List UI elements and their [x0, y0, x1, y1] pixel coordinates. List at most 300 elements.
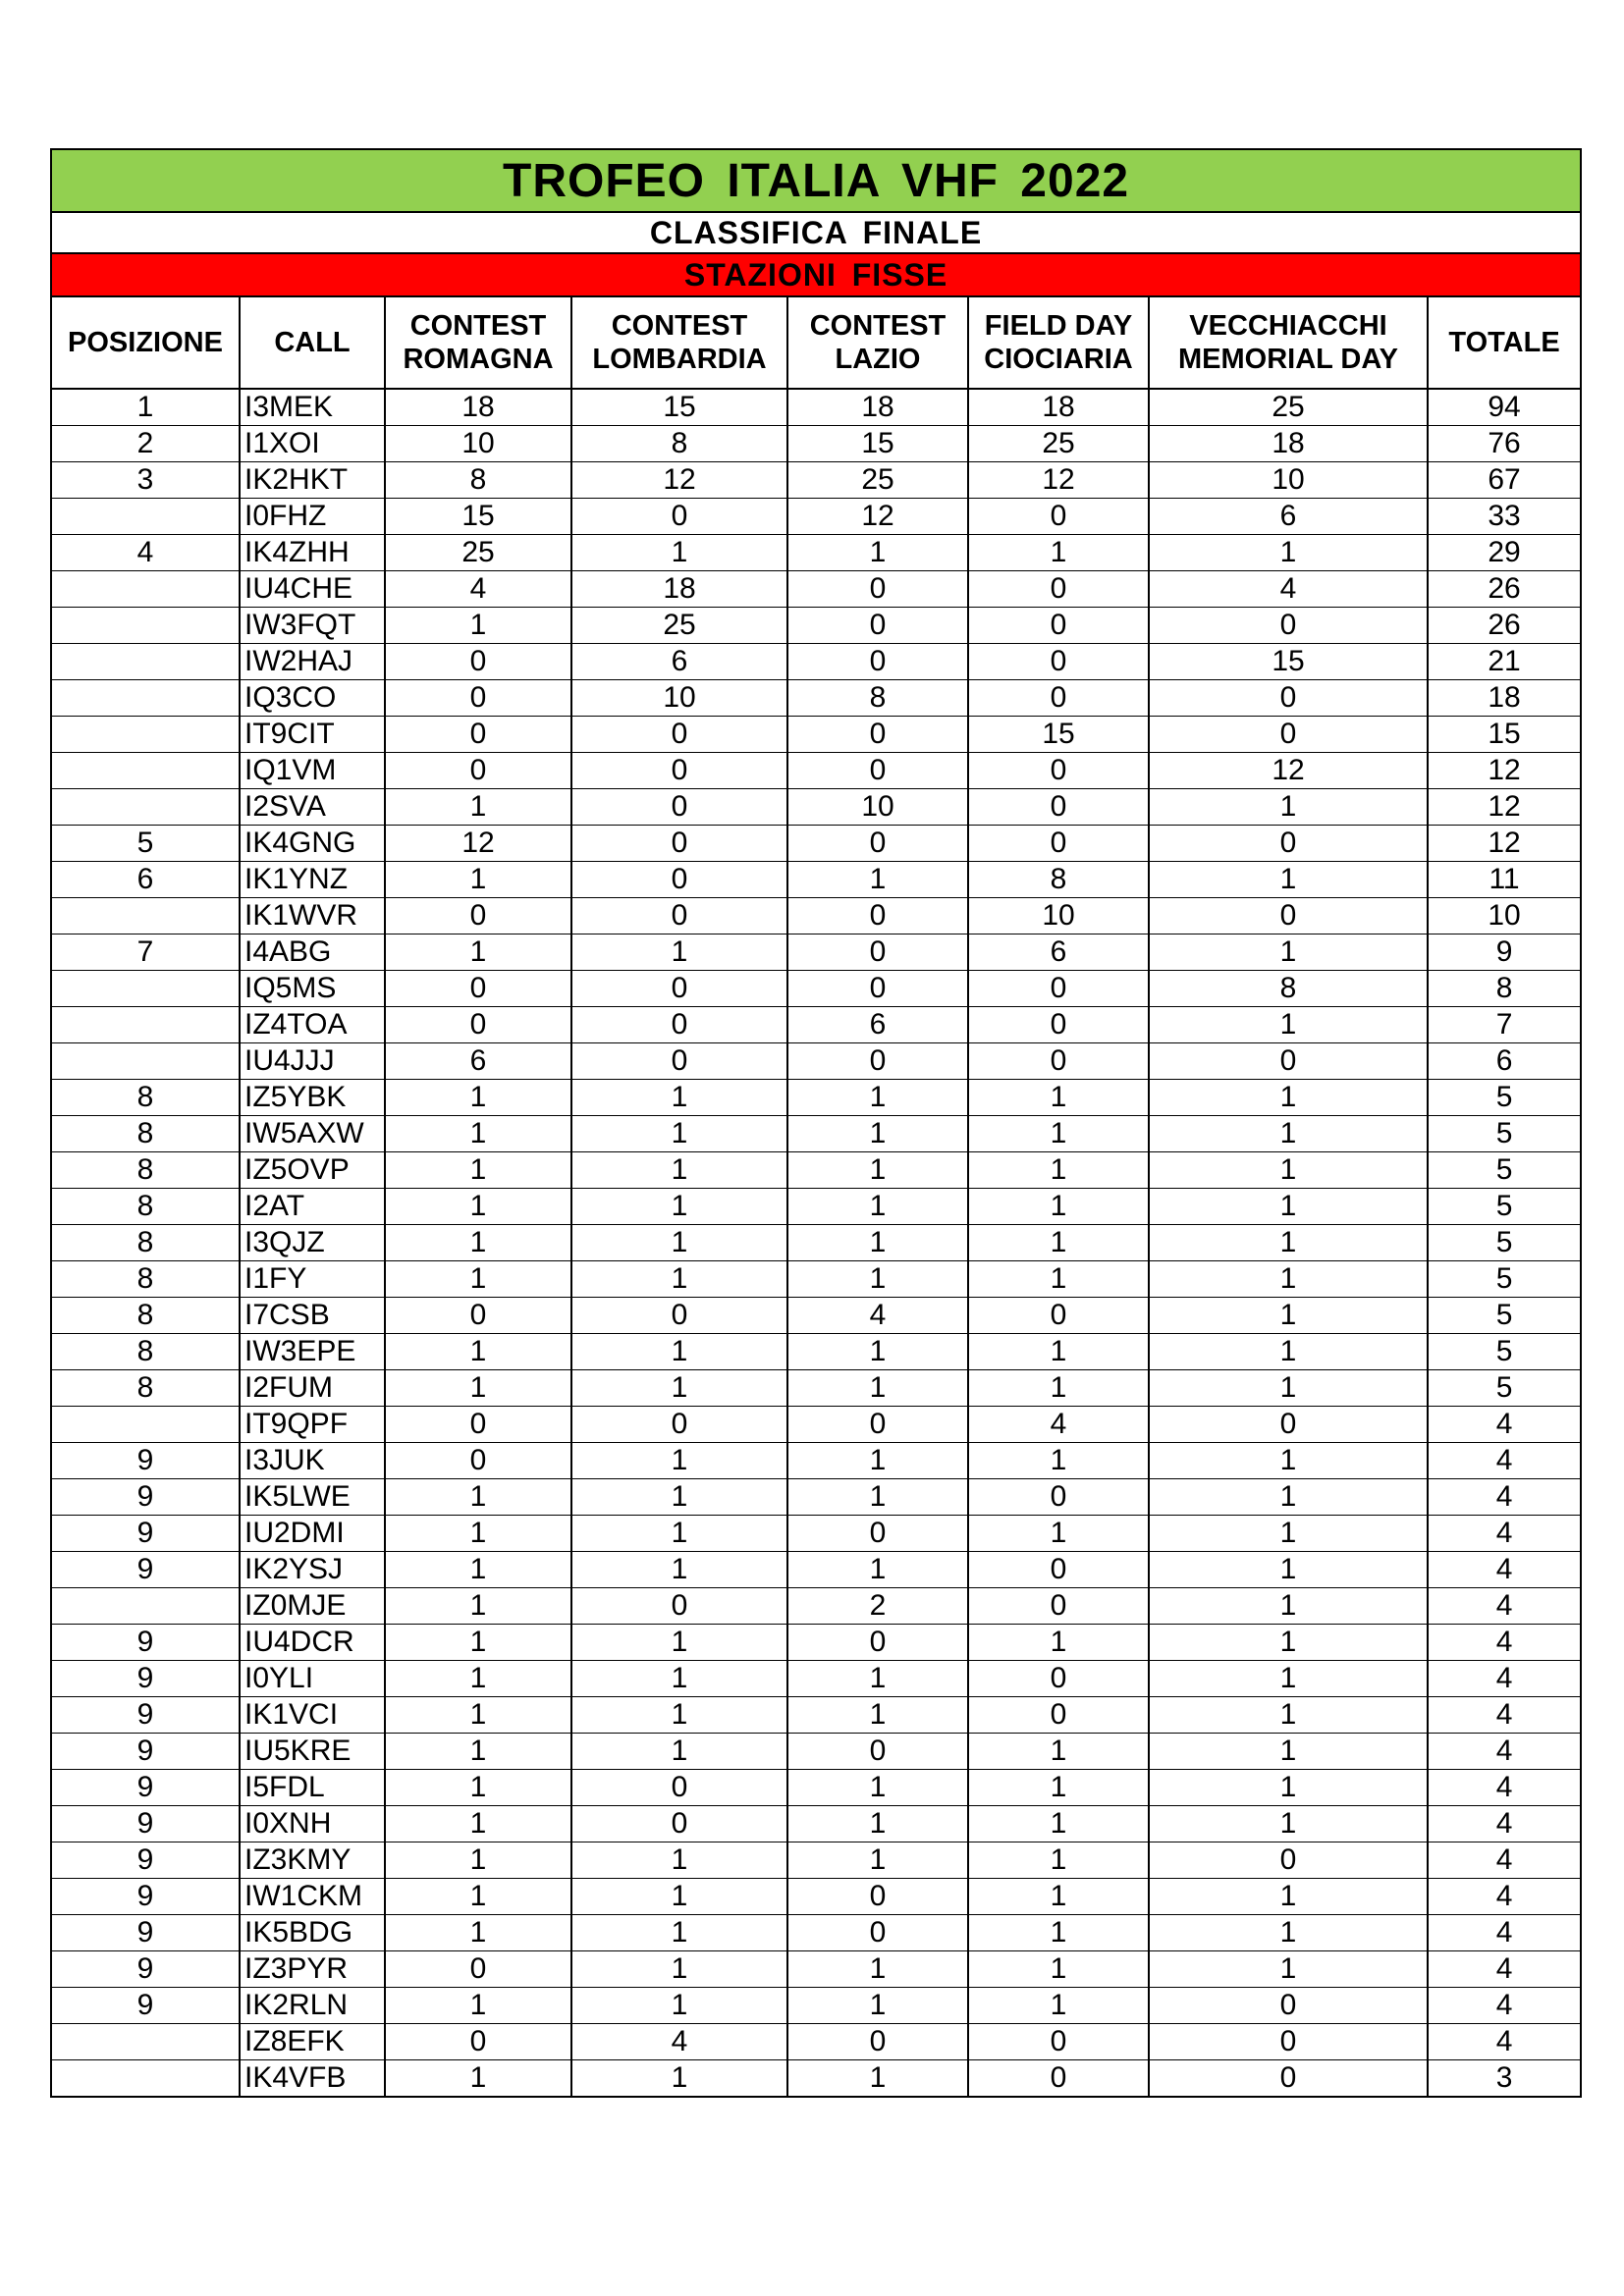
- cell-vecchiacchi-memorial-day: 1: [1149, 1697, 1428, 1734]
- cell-contest-lazio: 1: [787, 1770, 968, 1806]
- cell-position: [51, 789, 240, 826]
- cell-field-day-ciociaria: 0: [968, 826, 1149, 862]
- cell-call: IU5KRE: [240, 1734, 385, 1770]
- cell-contest-romagna: 1: [385, 1988, 571, 2024]
- table-row: [51, 717, 1581, 753]
- cell-position: [51, 753, 240, 789]
- cell-vecchiacchi-memorial-day: 1: [1149, 1806, 1428, 1842]
- cell-contest-lombardia: 1: [571, 2060, 787, 2098]
- cell-field-day-ciociaria: 1: [968, 1261, 1149, 1298]
- cell-position: [51, 1407, 240, 1443]
- cell-call: IW3FQT: [240, 608, 385, 644]
- cell-vecchiacchi-memorial-day: 1: [1149, 1334, 1428, 1370]
- cell-field-day-ciociaria: 1: [968, 1152, 1149, 1189]
- section-header-fixed-stations: STAZIONI FISSE: [51, 253, 1581, 296]
- cell-contest-lazio: 1: [787, 1806, 968, 1842]
- cell-contest-lazio: 0: [787, 1879, 968, 1915]
- cell-contest-lombardia: 0: [571, 1007, 787, 1043]
- cell-vecchiacchi-memorial-day: 1: [1149, 535, 1428, 571]
- cell-field-day-ciociaria: 25: [968, 426, 1149, 462]
- cell-contest-lombardia: 1: [571, 1988, 787, 2024]
- cell-call: IZ0MJE: [240, 1588, 385, 1625]
- cell-position: [51, 499, 240, 535]
- column-header-position: [51, 296, 240, 389]
- cell-call: IU4DCR: [240, 1625, 385, 1661]
- cell-position: 8: [51, 1225, 240, 1261]
- table-row: [51, 1806, 1581, 1842]
- cell-vecchiacchi-memorial-day: 0: [1149, 2024, 1428, 2060]
- cell-position: [51, 2060, 240, 2098]
- cell-call: IK2HKT: [240, 462, 385, 499]
- cell-call: IQ3CO: [240, 680, 385, 717]
- cell-field-day-ciociaria: 8: [968, 862, 1149, 898]
- cell-vecchiacchi-memorial-day: 12: [1149, 753, 1428, 789]
- cell-position: 9: [51, 1516, 240, 1552]
- cell-call: I3MEK: [240, 389, 385, 426]
- cell-contest-lazio: 1: [787, 1842, 968, 1879]
- table-row: [51, 608, 1581, 644]
- cell-field-day-ciociaria: 1: [968, 535, 1149, 571]
- cell-position: 8: [51, 1370, 240, 1407]
- cell-call: IK4GNG: [240, 826, 385, 862]
- cell-position: 9: [51, 1770, 240, 1806]
- cell-total: 4: [1428, 1770, 1581, 1806]
- cell-total: 29: [1428, 535, 1581, 571]
- column-header-label: LOMBARDIA: [592, 344, 767, 375]
- ranking-table: [50, 148, 1582, 2098]
- cell-position: 9: [51, 1842, 240, 1879]
- cell-total: 12: [1428, 826, 1581, 862]
- table-row: [51, 1370, 1581, 1407]
- cell-contest-lombardia: 1: [571, 1552, 787, 1588]
- cell-vecchiacchi-memorial-day: 1: [1149, 1152, 1428, 1189]
- ranking-subtitle: CLASSIFICA FINALE: [51, 212, 1581, 253]
- cell-contest-lazio: 0: [787, 898, 968, 934]
- cell-vecchiacchi-memorial-day: 1: [1149, 1080, 1428, 1116]
- cell-vecchiacchi-memorial-day: 1: [1149, 1007, 1428, 1043]
- cell-field-day-ciociaria: 0: [968, 753, 1149, 789]
- column-header-contest-romagna: [385, 296, 571, 389]
- cell-contest-lazio: 0: [787, 1625, 968, 1661]
- cell-field-day-ciociaria: 0: [968, 680, 1149, 717]
- table-row: [51, 1443, 1581, 1479]
- cell-contest-romagna: 1: [385, 934, 571, 971]
- cell-call: I3JUK: [240, 1443, 385, 1479]
- cell-contest-romagna: 0: [385, 898, 571, 934]
- column-header-label: CONTEST: [409, 310, 547, 342]
- cell-contest-romagna: 1: [385, 1879, 571, 1915]
- column-header-label: ROMAGNA: [403, 344, 554, 375]
- cell-field-day-ciociaria: 0: [968, 971, 1149, 1007]
- cell-contest-lazio: 1: [787, 1661, 968, 1697]
- cell-total: 5: [1428, 1116, 1581, 1152]
- table-row: [51, 1479, 1581, 1516]
- cell-total: 5: [1428, 1225, 1581, 1261]
- cell-contest-lombardia: 1: [571, 1370, 787, 1407]
- cell-contest-lazio: 1: [787, 1334, 968, 1370]
- cell-field-day-ciociaria: 1: [968, 1516, 1149, 1552]
- cell-contest-lombardia: 1: [571, 535, 787, 571]
- column-header-label: LAZIO: [835, 344, 921, 375]
- cell-position: 8: [51, 1189, 240, 1225]
- cell-position: 7: [51, 934, 240, 971]
- cell-contest-lombardia: 0: [571, 826, 787, 862]
- cell-vecchiacchi-memorial-day: 1: [1149, 934, 1428, 971]
- cell-field-day-ciociaria: 1: [968, 1770, 1149, 1806]
- cell-field-day-ciociaria: 1: [968, 1334, 1149, 1370]
- cell-contest-romagna: 1: [385, 1225, 571, 1261]
- table-row: [51, 1770, 1581, 1806]
- cell-vecchiacchi-memorial-day: 0: [1149, 1988, 1428, 2024]
- cell-total: 11: [1428, 862, 1581, 898]
- cell-contest-lombardia: 10: [571, 680, 787, 717]
- table-row: [51, 898, 1581, 934]
- cell-contest-lombardia: 0: [571, 753, 787, 789]
- cell-call: I2AT: [240, 1189, 385, 1225]
- cell-total: 5: [1428, 1261, 1581, 1298]
- table-row: [51, 1043, 1581, 1080]
- cell-contest-romagna: 1: [385, 1625, 571, 1661]
- cell-call: IK1WVR: [240, 898, 385, 934]
- cell-field-day-ciociaria: 0: [968, 1007, 1149, 1043]
- cell-field-day-ciociaria: 1: [968, 1443, 1149, 1479]
- cell-call: IZ4TOA: [240, 1007, 385, 1043]
- table-row: [51, 644, 1581, 680]
- column-header-label: FIELD DAY: [984, 310, 1133, 342]
- cell-vecchiacchi-memorial-day: 1: [1149, 1625, 1428, 1661]
- cell-total: 15: [1428, 717, 1581, 753]
- cell-position: 6: [51, 862, 240, 898]
- table-row: [51, 1552, 1581, 1588]
- cell-vecchiacchi-memorial-day: 1: [1149, 1951, 1428, 1988]
- cell-call: IK5BDG: [240, 1915, 385, 1951]
- table-row: [51, 389, 1581, 426]
- cell-call: IW2HAJ: [240, 644, 385, 680]
- table-row: [51, 571, 1581, 608]
- cell-call: I2SVA: [240, 789, 385, 826]
- table-row: [51, 1842, 1581, 1879]
- cell-contest-lazio: 8: [787, 680, 968, 717]
- cell-contest-lombardia: 1: [571, 934, 787, 971]
- cell-call: IW1CKM: [240, 1879, 385, 1915]
- cell-field-day-ciociaria: 0: [968, 608, 1149, 644]
- table-row: [51, 2060, 1581, 2098]
- cell-contest-lazio: 1: [787, 1189, 968, 1225]
- cell-field-day-ciociaria: 1: [968, 1080, 1149, 1116]
- cell-contest-lombardia: 15: [571, 389, 787, 426]
- cell-contest-romagna: 12: [385, 826, 571, 862]
- cell-position: 9: [51, 1734, 240, 1770]
- cell-total: 33: [1428, 499, 1581, 535]
- cell-total: 4: [1428, 1734, 1581, 1770]
- cell-contest-romagna: 0: [385, 1298, 571, 1334]
- cell-call: IK1YNZ: [240, 862, 385, 898]
- table-row: [51, 1915, 1581, 1951]
- cell-total: 76: [1428, 426, 1581, 462]
- cell-vecchiacchi-memorial-day: 0: [1149, 1407, 1428, 1443]
- cell-position: 8: [51, 1152, 240, 1189]
- cell-contest-romagna: 0: [385, 1951, 571, 1988]
- table-row: [51, 1116, 1581, 1152]
- cell-position: 4: [51, 535, 240, 571]
- cell-contest-romagna: 1: [385, 862, 571, 898]
- page-title: TROFEO ITALIA VHF 2022: [51, 149, 1581, 212]
- cell-contest-lazio: 18: [787, 389, 968, 426]
- column-header-label: CALL: [274, 327, 351, 358]
- cell-contest-lombardia: 0: [571, 499, 787, 535]
- cell-contest-lombardia: 12: [571, 462, 787, 499]
- table-row: [51, 1080, 1581, 1116]
- cell-contest-lombardia: 0: [571, 971, 787, 1007]
- cell-total: 10: [1428, 898, 1581, 934]
- cell-contest-lazio: 1: [787, 535, 968, 571]
- cell-contest-lazio: 1: [787, 862, 968, 898]
- cell-contest-romagna: 10: [385, 426, 571, 462]
- cell-contest-lombardia: 8: [571, 426, 787, 462]
- column-header-label: MEMORIAL DAY: [1178, 344, 1398, 375]
- cell-call: IT9CIT: [240, 717, 385, 753]
- cell-contest-romagna: 4: [385, 571, 571, 608]
- cell-position: 9: [51, 1879, 240, 1915]
- cell-call: IQ1VM: [240, 753, 385, 789]
- cell-vecchiacchi-memorial-day: 1: [1149, 1370, 1428, 1407]
- cell-total: 4: [1428, 1661, 1581, 1697]
- table-row: [51, 753, 1581, 789]
- table-row: [51, 789, 1581, 826]
- cell-contest-romagna: 6: [385, 1043, 571, 1080]
- cell-contest-romagna: 1: [385, 608, 571, 644]
- cell-contest-lazio: 1: [787, 1261, 968, 1298]
- cell-call: IU4JJJ: [240, 1043, 385, 1080]
- cell-contest-lazio: 0: [787, 1915, 968, 1951]
- cell-contest-romagna: 1: [385, 1080, 571, 1116]
- cell-total: 18: [1428, 680, 1581, 717]
- cell-contest-lazio: 15: [787, 426, 968, 462]
- cell-vecchiacchi-memorial-day: 1: [1149, 1915, 1428, 1951]
- cell-vecchiacchi-memorial-day: 1: [1149, 1225, 1428, 1261]
- column-header-row: [51, 296, 1581, 389]
- cell-position: 5: [51, 826, 240, 862]
- cell-vecchiacchi-memorial-day: 1: [1149, 1516, 1428, 1552]
- cell-total: 5: [1428, 1189, 1581, 1225]
- cell-field-day-ciociaria: 0: [968, 789, 1149, 826]
- table-row: [51, 1007, 1581, 1043]
- cell-position: 9: [51, 1915, 240, 1951]
- cell-field-day-ciociaria: 1: [968, 1116, 1149, 1152]
- cell-vecchiacchi-memorial-day: 1: [1149, 1443, 1428, 1479]
- cell-contest-romagna: 1: [385, 1552, 571, 1588]
- cell-position: 3: [51, 462, 240, 499]
- table-row: [51, 1951, 1581, 1988]
- cell-contest-lombardia: 25: [571, 608, 787, 644]
- cell-call: I0XNH: [240, 1806, 385, 1842]
- cell-contest-lombardia: 18: [571, 571, 787, 608]
- cell-vecchiacchi-memorial-day: 1: [1149, 1770, 1428, 1806]
- cell-position: 8: [51, 1080, 240, 1116]
- cell-field-day-ciociaria: 0: [968, 2060, 1149, 2098]
- cell-position: 9: [51, 1988, 240, 2024]
- cell-call: IK1VCI: [240, 1697, 385, 1734]
- cell-contest-lombardia: 1: [571, 1951, 787, 1988]
- cell-position: 9: [51, 1625, 240, 1661]
- cell-field-day-ciociaria: 0: [968, 644, 1149, 680]
- cell-contest-lombardia: 1: [571, 1189, 787, 1225]
- cell-contest-lazio: 6: [787, 1007, 968, 1043]
- cell-call: I4ABG: [240, 934, 385, 971]
- cell-contest-romagna: 1: [385, 1806, 571, 1842]
- cell-call: IQ5MS: [240, 971, 385, 1007]
- table-row: [51, 2024, 1581, 2060]
- cell-contest-lazio: 1: [787, 1225, 968, 1261]
- cell-call: IZ3KMY: [240, 1842, 385, 1879]
- cell-call: I0FHZ: [240, 499, 385, 535]
- cell-total: 4: [1428, 1407, 1581, 1443]
- cell-position: 8: [51, 1334, 240, 1370]
- cell-contest-lombardia: 0: [571, 1806, 787, 1842]
- column-header-label: TOTALE: [1448, 327, 1560, 358]
- table-row: [51, 535, 1581, 571]
- cell-contest-lombardia: 0: [571, 789, 787, 826]
- cell-position: [51, 1007, 240, 1043]
- cell-contest-lazio: 4: [787, 1298, 968, 1334]
- cell-total: 4: [1428, 1443, 1581, 1479]
- cell-field-day-ciociaria: 1: [968, 1951, 1149, 1988]
- cell-position: [51, 608, 240, 644]
- cell-field-day-ciociaria: 1: [968, 1988, 1149, 2024]
- cell-contest-romagna: 1: [385, 1915, 571, 1951]
- cell-vecchiacchi-memorial-day: 1: [1149, 1552, 1428, 1588]
- cell-vecchiacchi-memorial-day: 0: [1149, 717, 1428, 753]
- cell-contest-lombardia: 0: [571, 717, 787, 753]
- cell-vecchiacchi-memorial-day: 8: [1149, 971, 1428, 1007]
- cell-contest-lombardia: 0: [571, 898, 787, 934]
- cell-contest-romagna: 0: [385, 644, 571, 680]
- cell-field-day-ciociaria: 10: [968, 898, 1149, 934]
- cell-vecchiacchi-memorial-day: 1: [1149, 1734, 1428, 1770]
- cell-total: 4: [1428, 1588, 1581, 1625]
- cell-call: IT9QPF: [240, 1407, 385, 1443]
- cell-contest-romagna: 0: [385, 2024, 571, 2060]
- cell-contest-lazio: 1: [787, 1479, 968, 1516]
- cell-contest-lazio: 1: [787, 1080, 968, 1116]
- cell-call: IW3EPE: [240, 1334, 385, 1370]
- cell-contest-lazio: 0: [787, 1516, 968, 1552]
- cell-contest-romagna: 0: [385, 680, 571, 717]
- cell-vecchiacchi-memorial-day: 1: [1149, 1479, 1428, 1516]
- table-row: [51, 1261, 1581, 1298]
- cell-contest-lazio: 0: [787, 644, 968, 680]
- cell-contest-romagna: 1: [385, 1661, 571, 1697]
- table-row: [51, 934, 1581, 971]
- cell-total: 5: [1428, 1080, 1581, 1116]
- table-row: [51, 971, 1581, 1007]
- cell-field-day-ciociaria: 18: [968, 389, 1149, 426]
- cell-vecchiacchi-memorial-day: 1: [1149, 789, 1428, 826]
- table-row: [51, 426, 1581, 462]
- cell-field-day-ciociaria: 0: [968, 499, 1149, 535]
- cell-position: 9: [51, 1806, 240, 1842]
- table-row: [51, 1625, 1581, 1661]
- column-header-label: CONTEST: [611, 310, 748, 342]
- cell-contest-lombardia: 0: [571, 1043, 787, 1080]
- cell-position: 1: [51, 389, 240, 426]
- cell-contest-romagna: 1: [385, 1734, 571, 1770]
- cell-vecchiacchi-memorial-day: 1: [1149, 1116, 1428, 1152]
- ranking-table-body: [51, 389, 1581, 2097]
- cell-contest-lazio: 25: [787, 462, 968, 499]
- cell-vecchiacchi-memorial-day: 1: [1149, 1588, 1428, 1625]
- table-row: [51, 1734, 1581, 1770]
- cell-vecchiacchi-memorial-day: 18: [1149, 426, 1428, 462]
- cell-vecchiacchi-memorial-day: 0: [1149, 680, 1428, 717]
- cell-total: 4: [1428, 1806, 1581, 1842]
- cell-call: I7CSB: [240, 1298, 385, 1334]
- cell-contest-lombardia: 0: [571, 1588, 787, 1625]
- cell-total: 7: [1428, 1007, 1581, 1043]
- cell-contest-lazio: 1: [787, 1988, 968, 2024]
- cell-vecchiacchi-memorial-day: 1: [1149, 1879, 1428, 1915]
- cell-vecchiacchi-memorial-day: 0: [1149, 1842, 1428, 1879]
- cell-contest-romagna: 1: [385, 1842, 571, 1879]
- cell-position: 8: [51, 1298, 240, 1334]
- cell-contest-romagna: 1: [385, 1479, 571, 1516]
- cell-total: 5: [1428, 1334, 1581, 1370]
- cell-field-day-ciociaria: 6: [968, 934, 1149, 971]
- cell-call: IZ5YBK: [240, 1080, 385, 1116]
- cell-contest-romagna: 1: [385, 1116, 571, 1152]
- cell-call: I0YLI: [240, 1661, 385, 1697]
- cell-total: 3: [1428, 2060, 1581, 2098]
- cell-call: IZ3PYR: [240, 1951, 385, 1988]
- cell-field-day-ciociaria: 1: [968, 1225, 1149, 1261]
- cell-total: 4: [1428, 1988, 1581, 2024]
- cell-total: 5: [1428, 1370, 1581, 1407]
- cell-contest-lombardia: 1: [571, 1479, 787, 1516]
- column-header-vecchiacchi-memorial-day: [1149, 296, 1428, 389]
- cell-field-day-ciociaria: 0: [968, 1479, 1149, 1516]
- cell-contest-lombardia: 1: [571, 1625, 787, 1661]
- cell-contest-romagna: 0: [385, 1407, 571, 1443]
- cell-contest-lazio: 0: [787, 2024, 968, 2060]
- cell-contest-lazio: 1: [787, 2060, 968, 2098]
- cell-position: [51, 644, 240, 680]
- cell-contest-romagna: 1: [385, 789, 571, 826]
- cell-contest-romagna: 1: [385, 1261, 571, 1298]
- cell-position: 8: [51, 1116, 240, 1152]
- column-header-field-day-ciociaria: [968, 296, 1149, 389]
- cell-field-day-ciociaria: 1: [968, 1806, 1149, 1842]
- table-row: [51, 1988, 1581, 2024]
- cell-total: 4: [1428, 1842, 1581, 1879]
- cell-call: IK5LWE: [240, 1479, 385, 1516]
- cell-contest-lazio: 0: [787, 753, 968, 789]
- cell-contest-romagna: 1: [385, 1588, 571, 1625]
- cell-field-day-ciociaria: 0: [968, 1661, 1149, 1697]
- table-row: [51, 462, 1581, 499]
- cell-contest-romagna: 0: [385, 1007, 571, 1043]
- cell-position: [51, 2024, 240, 2060]
- cell-contest-romagna: 1: [385, 2060, 571, 2098]
- cell-total: 12: [1428, 789, 1581, 826]
- cell-contest-romagna: 8: [385, 462, 571, 499]
- cell-contest-romagna: 1: [385, 1189, 571, 1225]
- cell-contest-lombardia: 1: [571, 1842, 787, 1879]
- cell-field-day-ciociaria: 0: [968, 1043, 1149, 1080]
- cell-field-day-ciociaria: 1: [968, 1879, 1149, 1915]
- cell-vecchiacchi-memorial-day: 1: [1149, 1189, 1428, 1225]
- cell-contest-romagna: 1: [385, 1697, 571, 1734]
- cell-contest-romagna: 15: [385, 499, 571, 535]
